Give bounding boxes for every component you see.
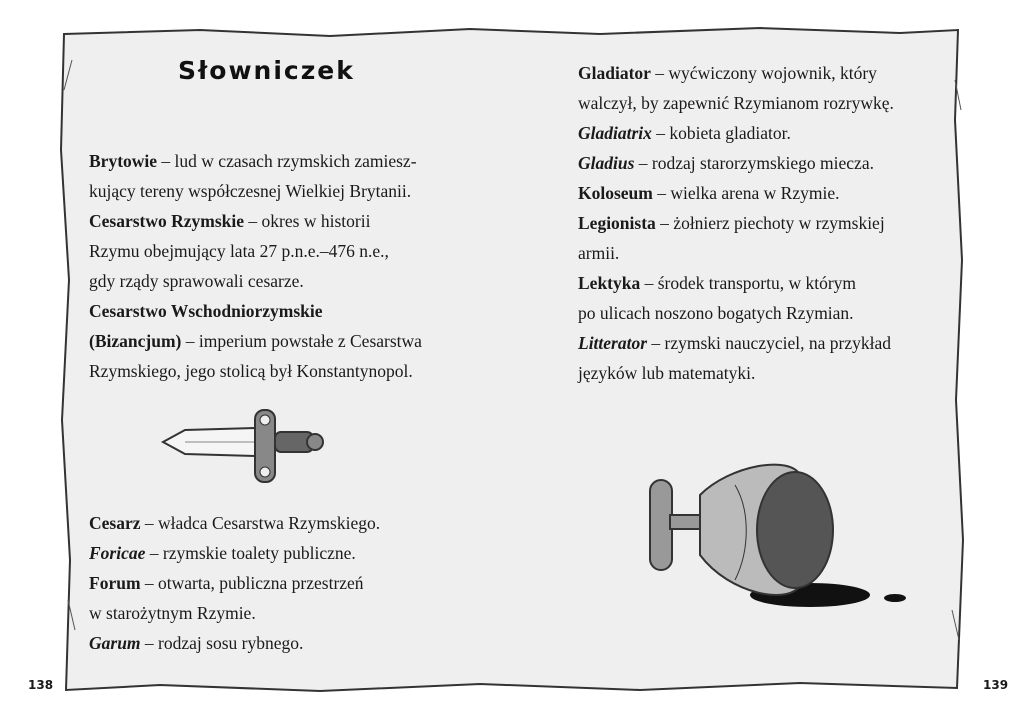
glossary-definition: – wyćwiczony wojownik, który [650, 63, 877, 83]
glossary-definition: Rzymu obejmujący lata 27 p.n.e.–476 n.e., [89, 241, 389, 261]
glossary-definition: armii. [578, 243, 620, 263]
glossary-line [578, 302, 854, 324]
glossary-definition: – rodzaj starorzymskiego miecza. [634, 153, 874, 173]
glossary-line [89, 572, 364, 594]
glossary-term: Litterator [578, 333, 648, 353]
glossary-line [89, 512, 380, 534]
glossary-term: Foricae [89, 543, 146, 563]
glossary-line [89, 330, 422, 352]
glossary-term: Forum [89, 573, 141, 593]
glossary-definition: języków lub matematyki. [578, 363, 756, 383]
glossary-term: Gladiatrix [578, 123, 652, 143]
glossary-line [89, 180, 411, 202]
page-number-left: 138 [28, 678, 54, 692]
glossary-definition: – lud w czasach rzymskich zamiesz- [157, 151, 417, 171]
page-number-right: 139 [983, 678, 1009, 692]
glossary-term: Cesarstwo Wschodniorzymskie [89, 301, 323, 321]
glossary-term: Cesarstwo Rzymskie [89, 211, 245, 231]
glossary-line [578, 152, 874, 174]
glossary-definition: – otwarta, publiczna przestrzeń [140, 573, 364, 593]
glossary-term: Garum [89, 633, 141, 653]
glossary-line [578, 332, 891, 354]
glossary-line [89, 270, 304, 292]
glossary-definition: Rzymskiego, jego stolicą był Konstantynopol. [89, 361, 413, 381]
glossary-term: Gladiator [578, 63, 651, 83]
glossary-line [89, 360, 413, 382]
spilled-goblet-illustration [640, 455, 920, 615]
glossary-line [578, 182, 839, 204]
glossary-line [89, 240, 389, 262]
glossary-line [578, 92, 894, 114]
glossary-term: Cesarz [89, 513, 141, 533]
glossary-definition: – imperium powstałe z Cesarstwa [181, 331, 422, 351]
glossary-line [89, 602, 256, 624]
glossary-line [578, 272, 856, 294]
glossary-definition: walczył, by zapewnić Rzymianom rozrywkę. [578, 93, 894, 113]
glossary-definition: po ulicach noszono bogatych Rzymian. [578, 303, 854, 323]
glossary-line [89, 300, 323, 322]
glossary-line [89, 150, 417, 172]
glossary-term: Lektyka [578, 273, 641, 293]
glossary-definition: – wielka arena w Rzymie. [652, 183, 840, 203]
glossary-line [89, 210, 370, 232]
glossary-line [578, 212, 885, 234]
glossary-line [578, 122, 791, 144]
glossary-line [89, 632, 303, 654]
glossary-line [578, 242, 619, 264]
glossary-definition: – rzymskie toalety publiczne. [145, 543, 356, 563]
glossary-line [578, 62, 877, 84]
glossary-definition: kujący tereny współczesnej Wielkiej Brytanii. [89, 181, 412, 201]
glossary-definition: w starożytnym Rzymie. [89, 603, 256, 623]
glossary-definition: – władca Cesarstwa Rzymskiego. [140, 513, 381, 533]
glossary-term: Koloseum [578, 183, 653, 203]
glossary-term: (Bizancjum) [89, 331, 182, 351]
glossary-term: Gladius [578, 153, 635, 173]
glossary-term: Legionista [578, 213, 656, 233]
glossary-definition: – rzymski nauczyciel, na przykład [647, 333, 891, 353]
glossary-definition: – środek transportu, w którym [640, 273, 857, 293]
glossary-definition: – kobieta gladiator. [651, 123, 791, 143]
page-title: Słowniczek [178, 56, 355, 85]
glossary-definition: – rodzaj sosu rybnego. [140, 633, 304, 653]
glossary-definition: – okres w historii [244, 211, 371, 231]
dagger-illustration [155, 402, 325, 492]
glossary-definition: gdy rządy sprawowali cesarze. [89, 271, 304, 291]
glossary-line [89, 542, 356, 564]
glossary-definition: – żołnierz piechoty w rzymskiej [655, 213, 885, 233]
glossary-term: Brytowie [89, 151, 158, 171]
glossary-line [578, 362, 755, 384]
